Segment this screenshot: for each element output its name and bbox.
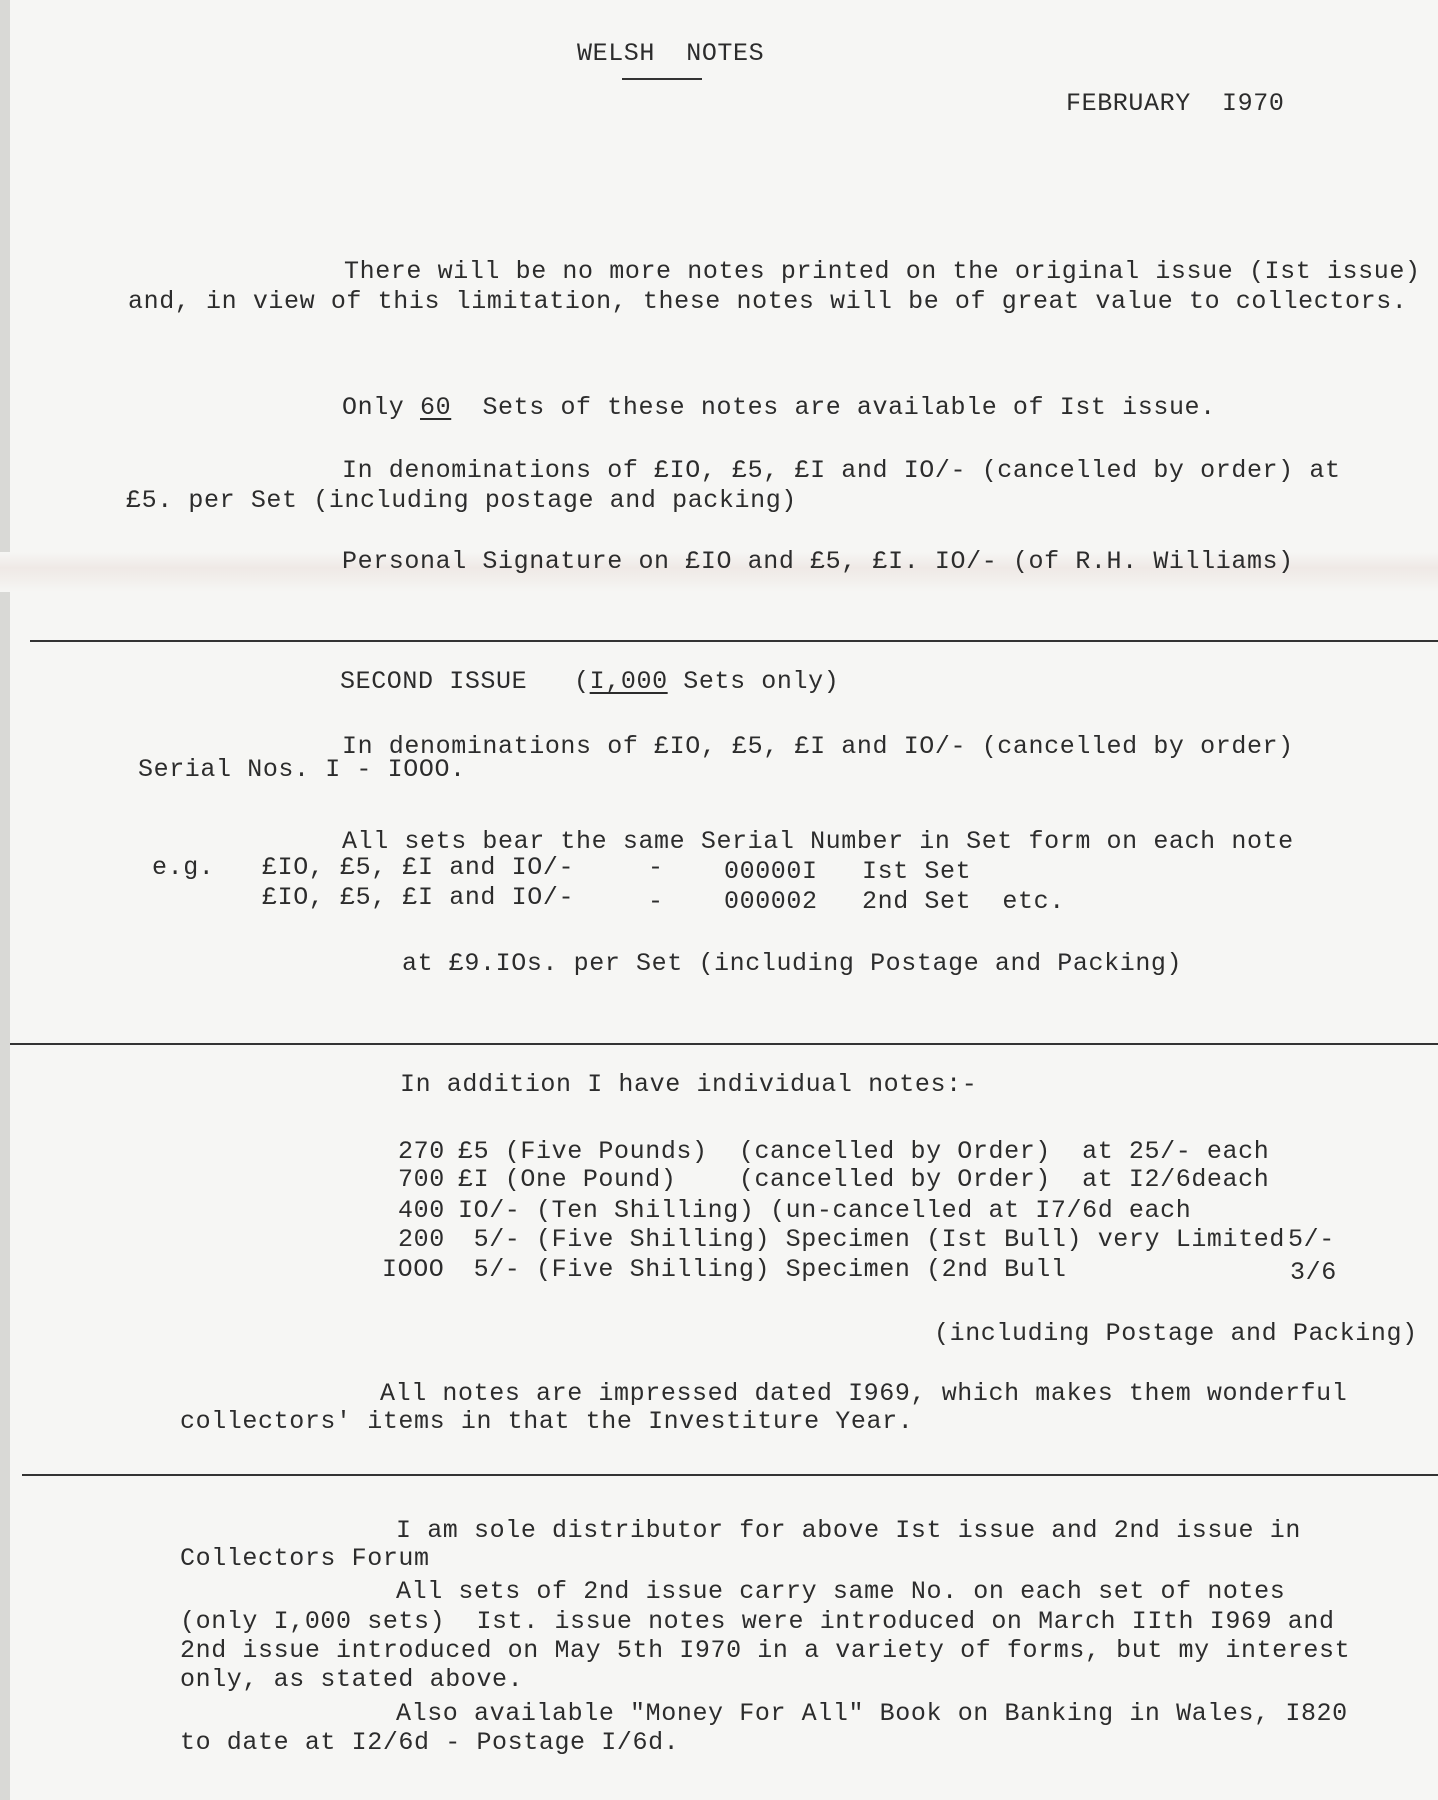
footer-line-5: 2nd issue introduced on May 5th I970 in a variety of forms, but my interest xyxy=(180,1636,1351,1665)
example-row-1-number: 00000I xyxy=(724,857,818,886)
example-row-2-number: 000002 xyxy=(724,887,818,916)
footer-line-6: only, as stated above. xyxy=(180,1665,524,1694)
individual-row-4-desc: 5/- (Five Shilling) Specimen (Ist Bull) very Limited xyxy=(458,1225,1285,1254)
only-sets-line xyxy=(342,394,1216,422)
only-count: 60 xyxy=(420,393,452,422)
individual-row-1-qty: 270 xyxy=(398,1137,445,1166)
footer-line-2: Collectors Forum xyxy=(180,1544,430,1573)
example-row-1-denoms: £IO, £5, £I and IO/- xyxy=(262,853,575,882)
example-row-2-set: 2nd Set etc. xyxy=(862,887,1065,916)
document-date: FEBRUARY I970 xyxy=(1066,89,1285,118)
individual-including-note: (including Postage and Packing) xyxy=(934,1319,1418,1348)
first-issue-para-line1: There will be no more notes printed on the original issue (Ist issue) xyxy=(344,257,1421,286)
example-row-2-dash: - xyxy=(648,887,664,916)
second-issue-count: I,000 xyxy=(589,667,668,696)
individual-row-4-price: 5/- xyxy=(1288,1225,1335,1254)
second-denom-line: In denominations of £IO, £5, £I and IO/- (cancelled by order) xyxy=(342,732,1294,761)
dated-line-1: All notes are impressed dated I969, which makes them wonderful xyxy=(380,1379,1348,1408)
first-denom-line2: £5. per Set (including postage and packing) xyxy=(126,486,797,515)
signature-line: Personal Signature on £IO and £5, £I. IO/- (of R.H. Williams) xyxy=(342,547,1294,576)
individual-row-2-desc: £I (One Pound) (cancelled by Order) at I2/6deach xyxy=(458,1165,1270,1194)
same-serial-line: All sets bear the same Serial Number in Set form on each note xyxy=(342,827,1294,856)
section-divider-1 xyxy=(30,640,1438,642)
second-issue-heading: SECOND ISSUE xyxy=(340,667,528,696)
footer-line-3: All sets of 2nd issue carry same No. on each set of notes xyxy=(396,1577,1286,1606)
first-issue-para-line2: and, in view of this limitation, these notes will be of great value to collectors. xyxy=(128,287,1408,316)
footer-line-7: Also available "Money For All" Book on Banking in Wales, I820 xyxy=(396,1699,1348,1728)
individual-row-5-qty: IOOO xyxy=(382,1255,445,1284)
example-label: e.g. xyxy=(152,853,215,882)
serial-numbers: Serial Nos. I - IOOO. xyxy=(138,755,466,784)
second-issue-price: at £9.IOs. per Set (including Postage and Packing) xyxy=(402,949,1183,978)
individual-row-5-price: 3/6 xyxy=(1290,1258,1337,1287)
example-row-1-dash: - xyxy=(648,853,664,882)
only-suffix: Sets of these notes are available of Ist issue. xyxy=(451,393,1216,422)
example-row-1-set: Ist Set xyxy=(862,857,972,886)
individual-row-5-desc: 5/- (Five Shilling) Specimen (2nd Bull xyxy=(458,1255,1067,1284)
individual-intro: In addition I have individual notes:- xyxy=(400,1070,978,1099)
document-title: WELSH NOTES xyxy=(577,39,765,68)
title-underline xyxy=(622,78,702,80)
first-denom-line1: In denominations of £IO, £5, £I and IO/- (cancelled by order) at xyxy=(342,456,1341,485)
second-issue-heading-line: SECOND ISSUE (I,000 Sets only) xyxy=(340,667,840,696)
individual-row-4-qty: 200 xyxy=(398,1225,445,1254)
only-prefix: Only xyxy=(342,393,421,422)
section-divider-3 xyxy=(22,1474,1438,1476)
dated-line-2: collectors' items in that the Investiture Year. xyxy=(180,1407,914,1436)
footer-line-8: to date at I2/6d - Postage I/6d. xyxy=(180,1728,680,1757)
individual-row-2-qty: 700 xyxy=(398,1165,445,1194)
individual-row-3-qty: 400 xyxy=(398,1196,445,1225)
footer-line-4: (only I,000 sets) Ist. issue notes were introduced on March IIth I969 and xyxy=(180,1607,1335,1636)
example-row-2-denoms: £IO, £5, £I and IO/- xyxy=(262,883,575,912)
individual-row-1-desc: £5 (Five Pounds) (cancelled by Order) at 25/- each xyxy=(458,1137,1270,1166)
section-divider-2 xyxy=(10,1043,1438,1045)
footer-line-1: I am sole distributor for above Ist issue and 2nd issue in xyxy=(396,1516,1301,1545)
individual-row-3-desc: IO/- (Ten Shilling) (un-cancelled at I7/6d each xyxy=(458,1196,1192,1225)
scan-edge xyxy=(0,0,10,1800)
